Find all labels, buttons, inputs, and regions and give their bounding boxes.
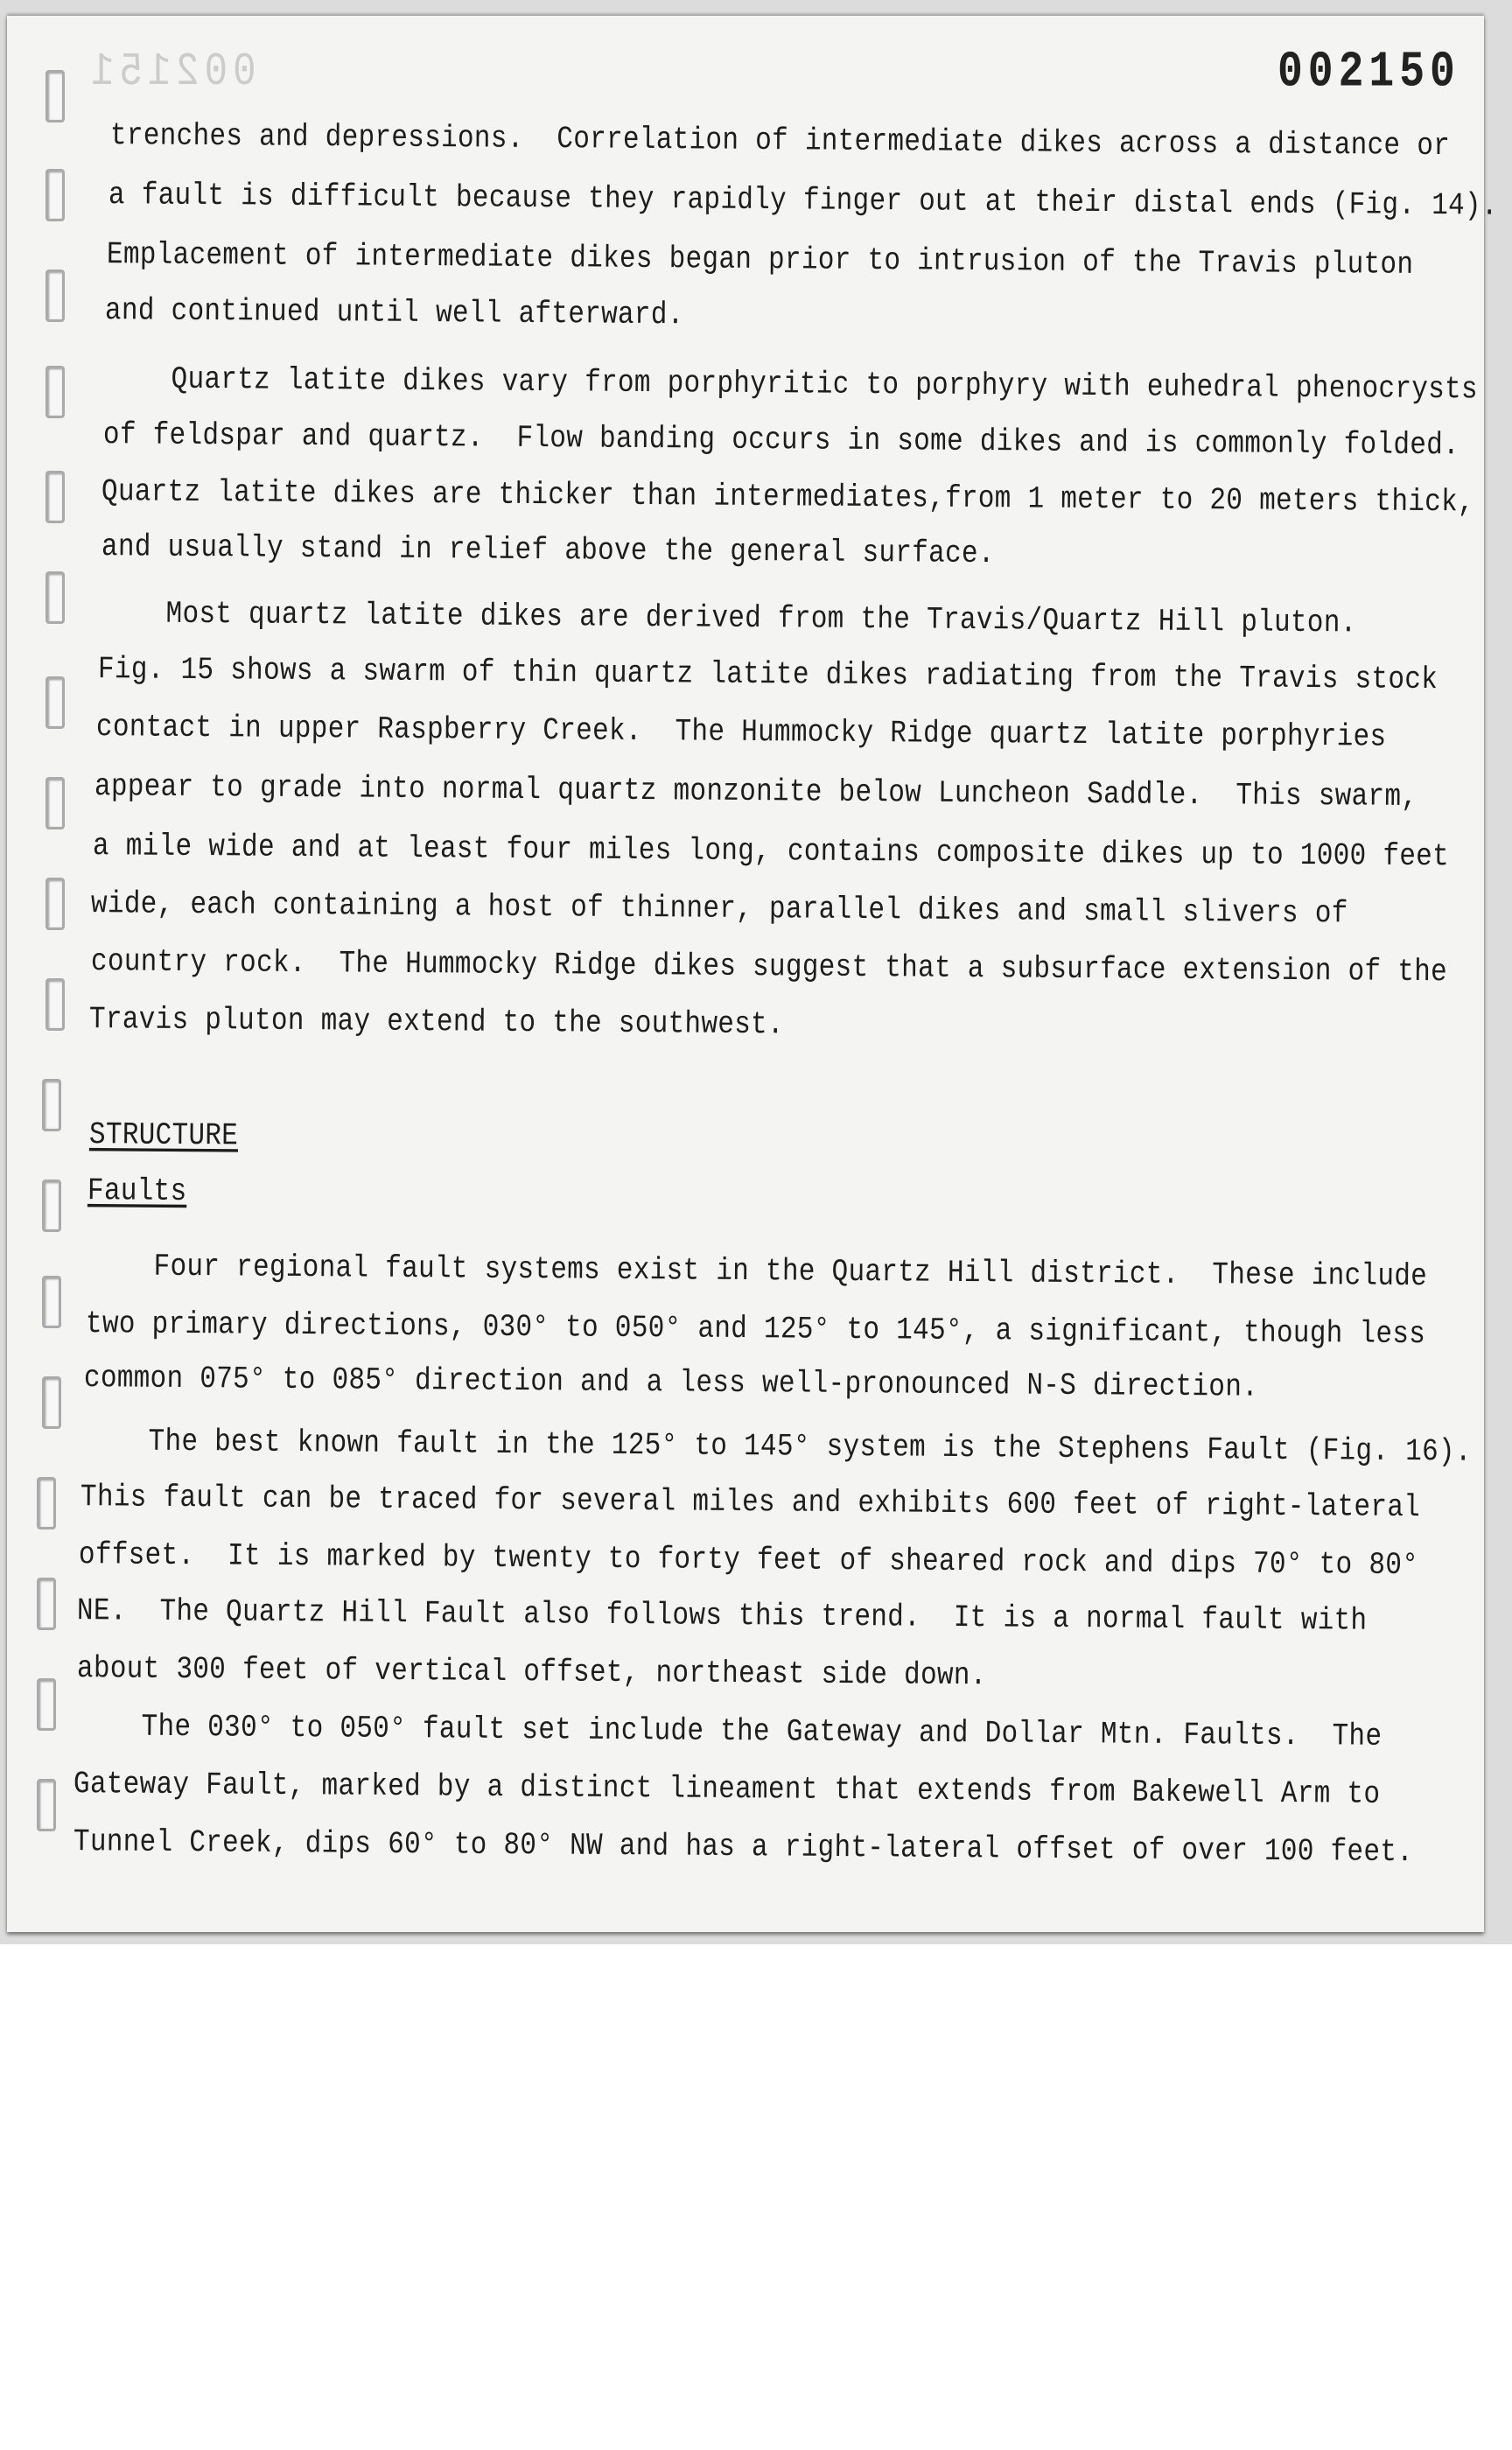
text-line: Most quartz latite dikes are derived from the Travis/Quartz Hill pluton. bbox=[99, 596, 1357, 641]
text-line: country rock. The Hummocky Ridge dikes suggest that a subsurface extension of the bbox=[90, 944, 1448, 990]
page-number: 002150 bbox=[1278, 44, 1460, 102]
binder-hole bbox=[46, 70, 65, 122]
text-line: The 030° to 050° fault set include the Gateway and Dollar Mtn. Faults. The bbox=[74, 1709, 1382, 1755]
text-line: Four regional fault systems exist in the Quartz Hill district. These include bbox=[87, 1249, 1428, 1295]
text-line: trenches and depressions. Correlation of intermediate dikes across a distance or bbox=[109, 118, 1451, 164]
binder-hole bbox=[46, 169, 65, 221]
text-line: and continued until well afterward. bbox=[104, 293, 684, 333]
binder-hole bbox=[46, 270, 65, 322]
text-line: The best known fault in the 125° to 145° system is the Stephens Fault (Fig. 16). bbox=[81, 1424, 1472, 1471]
text-line: wide, each containing a host of thinner, parallel dikes and small slivers of bbox=[90, 886, 1348, 932]
text-line: about 300 feet of vertical offset, northeast side down. bbox=[76, 1651, 987, 1694]
binder-hole bbox=[42, 1180, 61, 1232]
binder-hole bbox=[46, 571, 65, 624]
section-heading: STRUCTURE bbox=[88, 1117, 239, 1154]
text-line: a fault is difficult because they rapidly finger out at their distal ends (Fig. 14). bbox=[108, 178, 1498, 225]
binder-hole bbox=[37, 1477, 56, 1530]
binder-hole bbox=[46, 978, 65, 1031]
text-line: Tunnel Creek, dips 60° to 80° NW and has a right-lateral offset of over 100 feet. bbox=[73, 1824, 1414, 1871]
text-line: contact in upper Raspberry Creek. The Hummocky Ridge quartz latite porphyries bbox=[95, 710, 1387, 756]
ghost-page-number: 002151 bbox=[86, 46, 256, 99]
text-line: appear to grade into normal quartz monzonite below Luncheon Saddle. This swarm, bbox=[94, 769, 1418, 816]
text-line: Quartz latite dikes vary from porphyritic to porphyry with euhedral phenocrysts bbox=[104, 361, 1479, 408]
text-line: Emplacement of intermediate dikes began prior to intrusion of the Travis pluton bbox=[106, 237, 1414, 284]
text-line: Gateway Fault, marked by a distinct lineament that extends from Bakewell Arm to bbox=[73, 1767, 1381, 1813]
binder-hole bbox=[46, 777, 65, 830]
text-line: of feldspar and quartz. Flow banding occurs in some dikes and is commonly folded. bbox=[102, 417, 1460, 464]
binder-hole bbox=[42, 1276, 61, 1328]
text-line: This fault can be traced for several miles and exhibits 600 feet of right-lateral bbox=[80, 1480, 1421, 1526]
binder-hole bbox=[42, 1376, 61, 1429]
document-page bbox=[7, 16, 1498, 1932]
binder-hole bbox=[42, 1079, 61, 1131]
binder-hole bbox=[37, 1779, 56, 1831]
binder-hole bbox=[46, 676, 65, 729]
text-line: common 075° to 085° direction and a less well-pronounced N-S direction. bbox=[83, 1361, 1259, 1406]
text-line: Travis pluton may extend to the southwest. bbox=[88, 1002, 785, 1043]
text-line: NE. The Quartz Hill Fault also follows this trend. It is a normal fault with bbox=[76, 1593, 1368, 1640]
binder-hole bbox=[37, 1578, 56, 1630]
text-line: Quartz latite dikes are thicker than intermediates,from 1 meter to 20 meters thick, bbox=[101, 474, 1475, 521]
text-line: two primary directions, 030° to 050° and 125° to 145°, a significant, though less bbox=[85, 1306, 1426, 1353]
binder-hole bbox=[46, 471, 65, 523]
text-line: and usually stand in relief above the general surface. bbox=[101, 529, 995, 572]
binder-hole bbox=[46, 366, 65, 418]
text-line: Fig. 15 shows a swarm of thin quartz latite dikes radiating from the Travis stock bbox=[97, 652, 1438, 698]
text-line: a mile wide and at least four miles long, contains composite dikes up to 1000 feet bbox=[92, 829, 1450, 875]
subsection-heading: Faults bbox=[87, 1173, 187, 1210]
text-line: offset. It is marked by twenty to forty feet of sheared rock and dips 70° to 80° bbox=[78, 1537, 1419, 1584]
binder-hole bbox=[46, 878, 65, 930]
binder-hole bbox=[37, 1678, 56, 1731]
